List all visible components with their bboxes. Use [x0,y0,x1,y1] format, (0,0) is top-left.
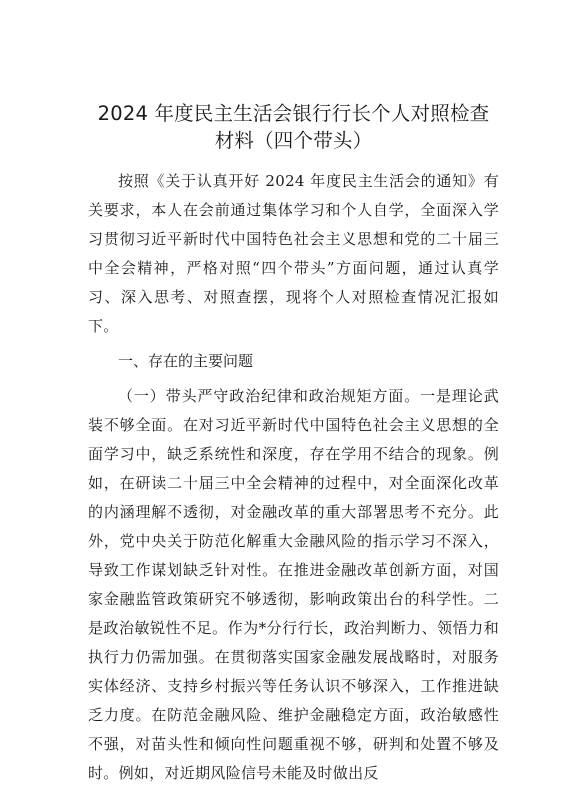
document-title: 2024 年度民主生活会银行行长个人对照检查材料（四个带头） [97,102,490,152]
section-paragraph-political-discipline: （一）带头严守政治纪律和政治规矩方面。一是理论武装不够全面。在对习近平新时代中国特色社会主义思想的全面学习中，缺乏系统性和深度，存在学用不结合的现象。例如，在研读二十届三中全会精神的过程中，对全面深化改革的内涵理解不透彻，对金融改革的重大部署思考不充分。此外，党中央关于防范化解重大金融风险的指示学习不深入，导致工作谋划缺乏针对性。在推进金融改革创新方面，对国家金融监管政策研究不够透彻，影响政策出台的科学性。二是政治敏锐性不足。作为*分行行长，政治判断力、领悟力和执行力仍需加强。在贯彻落实国家金融发展战略时，对服务实体经济、支持乡村振兴等任务认识不够深入，工作推进缺乏力度。在防范金融风险、维护金融稳定方面，政治敏感性不强，对苗头性和倾向性问题重视不够，研判和处置不够及时。例如，对近期风险信号未能及时做出反 [88,387,499,782]
intro-paragraph: 按照《关于认真开好 2024 年度民主生活会的通知》有关要求，本人在会前通过集体学习和个人自学，全面深入学习贯彻习近平新时代中国特色社会主义思想和党的二十届三中全会精神，严格对照“四个带头”方面问题，通过认真学习、深入思考、对照查摆，现将个人对照检查情况汇报如下。 [88,172,499,335]
section-heading-problems: 一、存在的主要问题 [118,352,254,370]
